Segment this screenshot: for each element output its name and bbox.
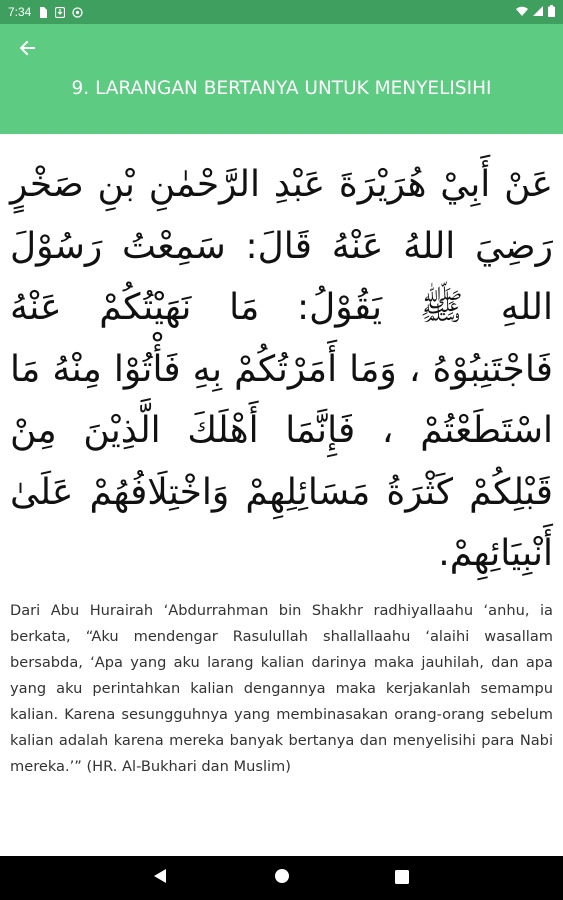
arrow-back-icon xyxy=(19,40,35,60)
page-title: 9. LARANGAN BERTANYA UNTUK MENYELISIHI xyxy=(71,78,492,99)
download-icon xyxy=(55,7,65,17)
sync-icon xyxy=(72,7,82,17)
sim-card-icon xyxy=(38,7,48,17)
hadith-content xyxy=(0,134,563,856)
back-button[interactable] xyxy=(12,36,42,64)
recents-square-icon xyxy=(395,869,409,888)
status-bar xyxy=(0,0,563,24)
app-bar xyxy=(0,24,563,134)
wifi-icon xyxy=(516,5,528,19)
status-time: 7:34 xyxy=(8,5,32,19)
signal-icon xyxy=(533,5,543,19)
system-nav-bar xyxy=(0,856,563,900)
home-circle-icon xyxy=(274,868,290,888)
back-triangle-icon xyxy=(153,868,167,888)
hadith-translation-text: Dari Abu Hurairah ‘Abdurrahman bin Shakhr radhiyallaahu ‘anhu, ia berkata, “Aku mendengar Rasulullah shallallaahu ‘alaihi wasallam bersabda, ‘Apa yang aku larang kalian darinya maka jauhilah, dan apa yang aku perintahkan kalian dengannya maka kerjakanlah semampu kalian. Karena sesungguhnya yang membinasakan orang-orang sebelum kalian adalah karena mereka banyak bertanya dan menyelisihi para Nabi mereka.’” (HR. Al-Bukhari dan Muslim) xyxy=(10,602,553,775)
nav-back-button[interactable] xyxy=(148,866,172,890)
battery-icon xyxy=(548,5,555,20)
nav-recents-button[interactable] xyxy=(390,866,414,890)
hadith-arabic-text: عَنْ أَبِيْ هُرَيْرَةَ عَبْدِ الرَّحْمٰنِ بْنِ صَخْرٍ رَضِيَ اللهُ عَنْهُ قَالَ: سَمِعْتُ رَسُوْلَ اللهِ ﷺ يَقُوْلُ: مَا نَهَيْتُكُمْ عَنْهُ فَاجْتَنِبُوْهُ ، وَمَا أَمَرْتُكُمْ بِهِ فَأْتُوْا مِنْهُ مَا اسْتَطَعْتُمْ ، فَإِنَّمَا أَهْلَكَ الَّذِيْنَ مِنْ قَبْلِكُمْ كَثْرَةُ مَسَائِلِهِمْ وَاخْتِلَافُهُمْ عَلَىٰ أَنْبِيَائِهِمْ. xyxy=(10,164,553,574)
nav-home-button[interactable] xyxy=(270,866,294,890)
